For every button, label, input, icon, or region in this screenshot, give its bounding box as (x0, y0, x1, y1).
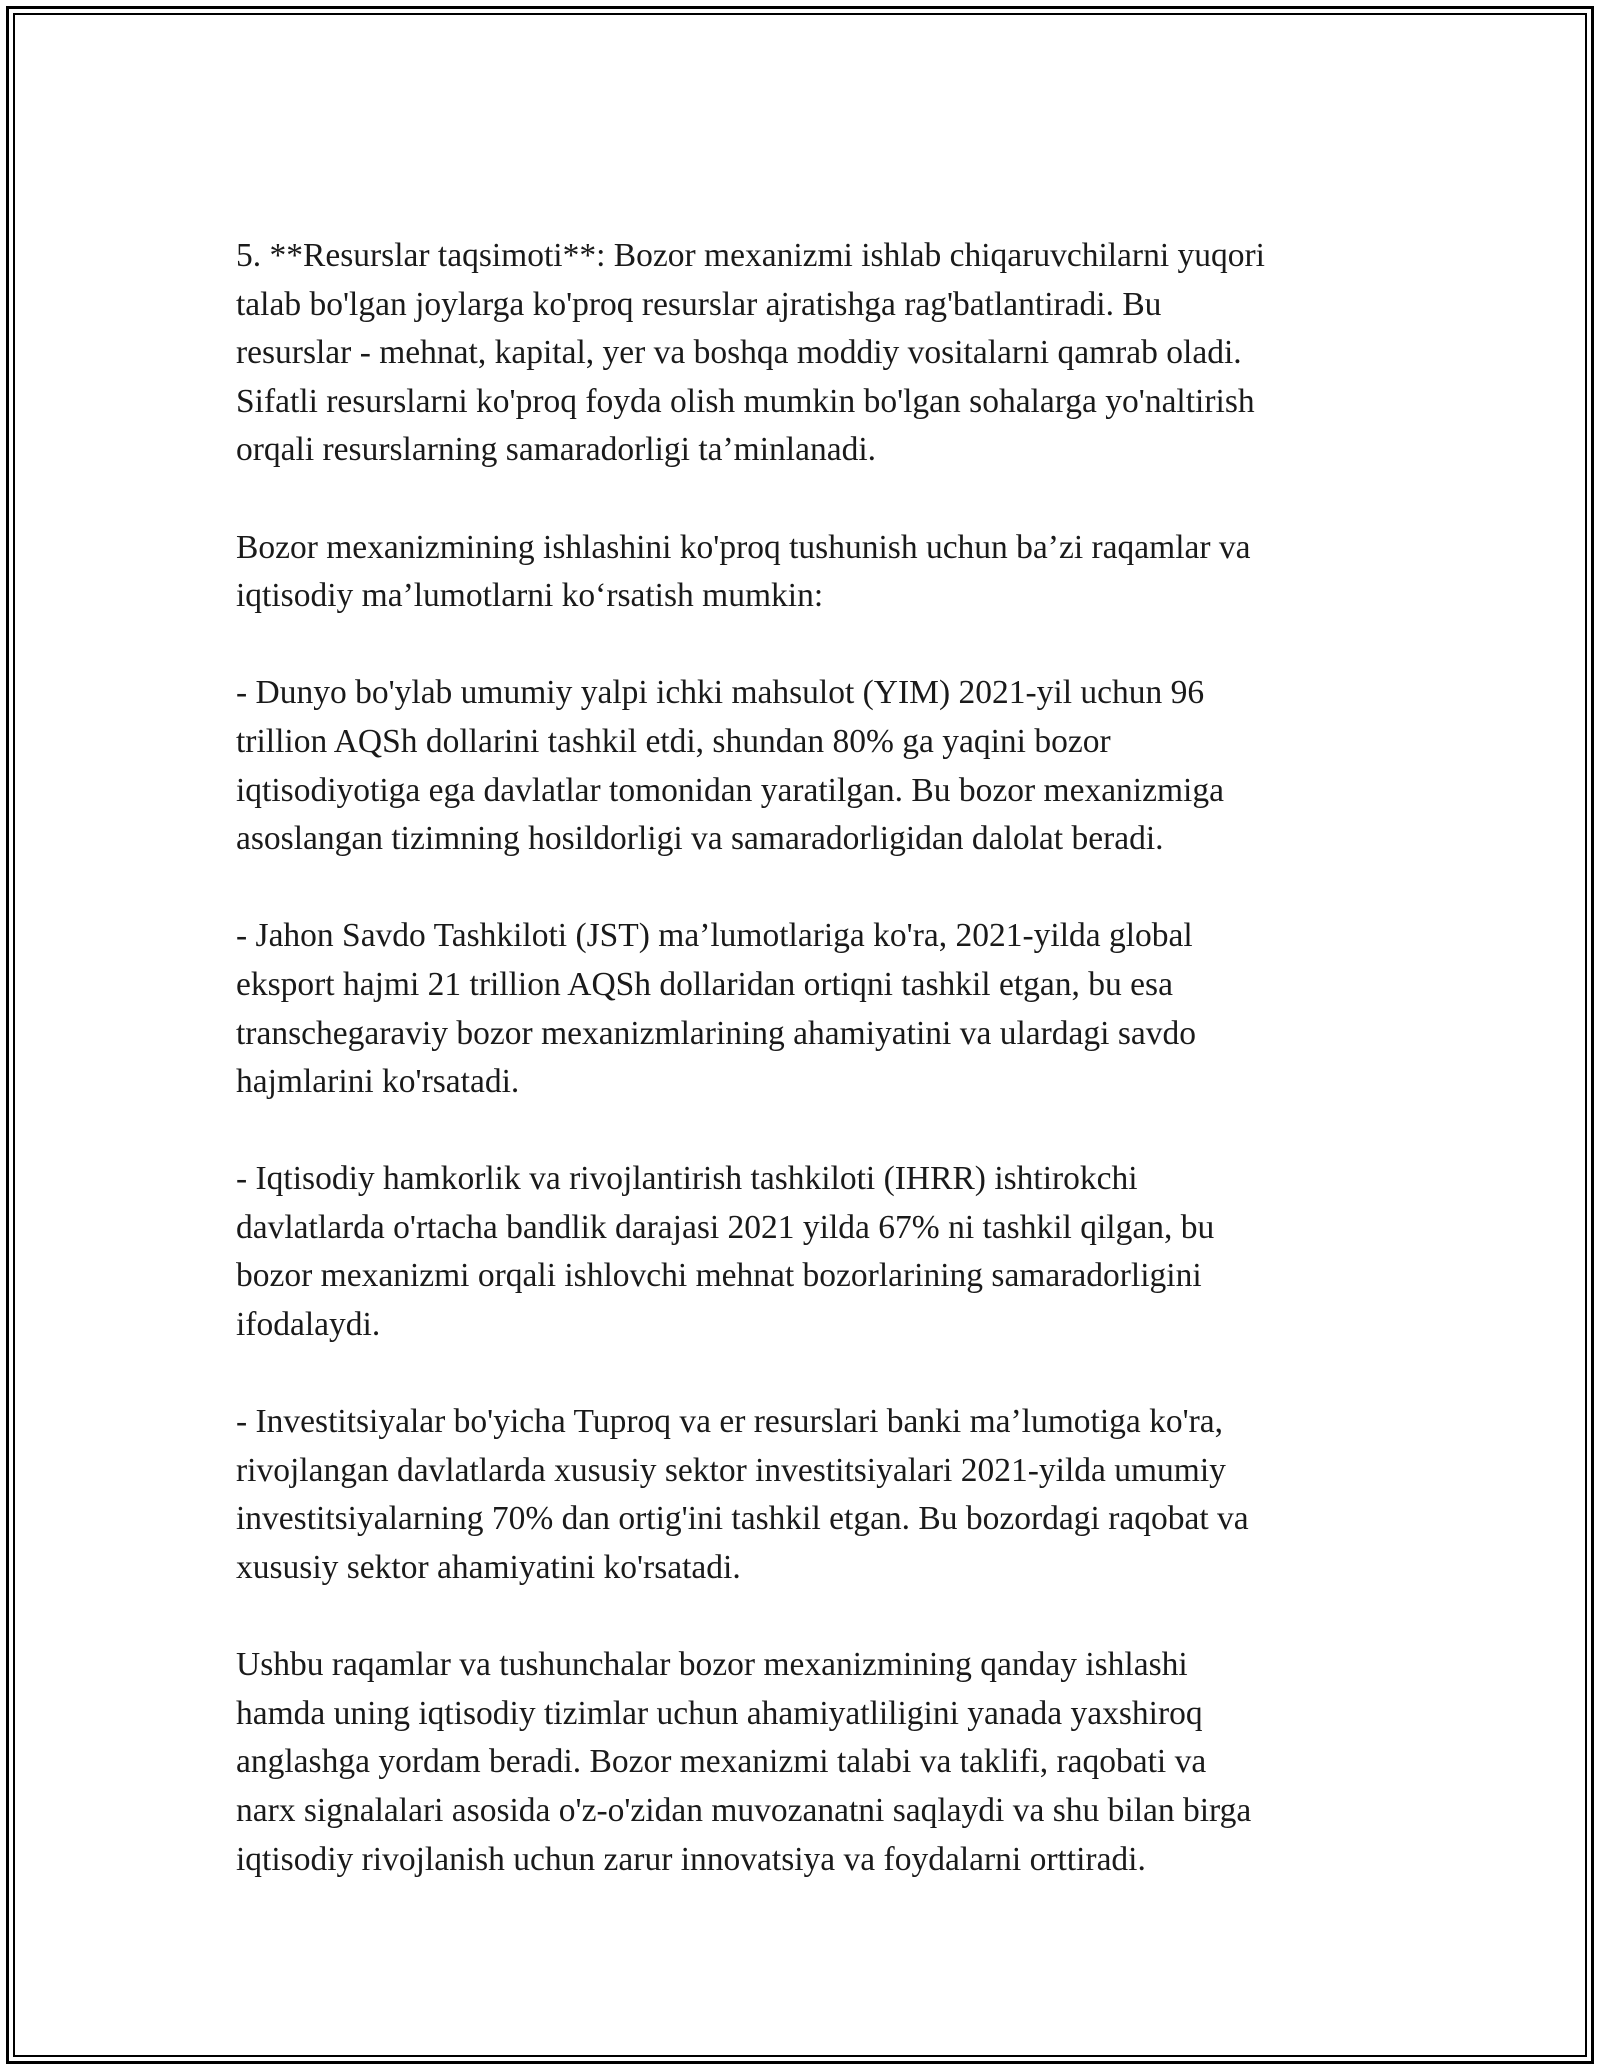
text-line: iqtisodiyotiga ega davlatlar tomonidan yaratilgan. Bu bozor mexanizmiga (236, 771, 1224, 809)
text-line: trillion AQSh dollarini tashkil etdi, shundan 80% ga yaqini bozor (236, 722, 1111, 760)
paragraph-intro-figures (236, 524, 1376, 621)
text-line: anglashga yordam beradi. Bozor mexanizmi talabi va taklifi, raqobati va (236, 1743, 1207, 1781)
paragraph-investment-item (236, 1398, 1376, 1592)
text-line: talab bo'lgan joylarga ko'proq resurslar ajratishga rag'batlantiradi. Bu (236, 285, 1162, 323)
text-line: - Iqtisodiy hamkorlik va rivojlantirish tashkiloti (IHRR) ishtirokchi (236, 1160, 1138, 1198)
text-line: transchegaraviy bozor mexanizmlarining ahamiyatini va ulardagi savdo (236, 1014, 1196, 1052)
text-line: - Investitsiyalar bo'yicha Tuproq va er resurslari banki ma’lumotiga ko'ra, (236, 1403, 1224, 1441)
text-line: - Jahon Savdo Tashkiloti (JST) ma’lumotlariga ko'ra, 2021-yilda global (236, 917, 1193, 955)
text-line: Sifatli resurslarni ko'proq foyda olish mumkin bo'lgan sohalarga yo'naltirish (236, 382, 1255, 420)
text-line: davlatlarda o'rtacha bandlik darajasi 2021 yilda 67% ni tashkil qilgan, bu (236, 1208, 1215, 1246)
text-line: iqtisodiy rivojlanish uchun zarur innovatsiya va foydalarni orttiradi. (236, 1840, 1146, 1878)
text-line: bozor mexanizmi orqali ishlovchi mehnat bozorlarining samaradorligini (236, 1257, 1202, 1295)
text-line: eksport hajmi 21 trillion AQSh dollaridan ortiqni tashkil etgan, bu esa (236, 965, 1173, 1003)
text-line: narx signalalari asosida o'z-o'zidan muvozanatni saqlaydi va shu bilan birga (236, 1792, 1252, 1829)
text-line: Bozor mexanizmining ishlashini ko'proq tushunish uchun ba’zi raqamlar va (236, 528, 1251, 566)
text-line: investitsiyalarning 70% dan ortig'ini tashkil etgan. Bu bozordagi raqobat va (236, 1500, 1249, 1538)
text-line: hajmlarini ko'rsatadi. (236, 1063, 520, 1101)
text-line: rivojlangan davlatlarda xususiy sektor investitsiyalari 2021-yilda umumiy (236, 1451, 1226, 1489)
text-line: iqtisodiy ma’lumotlarni ko‘rsatish mumkin: (236, 577, 824, 615)
text-line: Ushbu raqamlar va tushunchalar bozor mexanizmining qanday ishlashi (236, 1646, 1188, 1684)
paragraph-wto-item (236, 912, 1376, 1106)
document-body (236, 232, 1376, 1884)
text-line: ifodalaydi. (236, 1306, 381, 1344)
text-line: 5. **Resurslar taqsimoti**: Bozor mexanizmi ishlab chiqaruvchilarni yuqori (236, 237, 1265, 274)
text-line: xususiy sektor ahamiyatini ko'rsatadi. (236, 1549, 741, 1587)
text-line: resurslar - mehnat, kapital, yer va boshqa moddiy vositalarni qamrab oladi. (236, 334, 1242, 372)
text-line: - Dunyo bo'ylab umumiy yalpi ichki mahsulot (YIM) 2021-yil uchun 96 (236, 674, 1205, 712)
text-line: asoslangan tizimning hosildorligi va samaradorligidan dalolat beradi. (236, 820, 1164, 858)
paragraph-resource-allocation (236, 232, 1376, 475)
paragraph-gdp-item (236, 669, 1376, 863)
paragraph-oecd-item (236, 1155, 1376, 1349)
paragraph-conclusion (236, 1641, 1376, 1884)
text-line: hamda uning iqtisodiy tizimlar uchun ahamiyatliligini yanada yaxshiroq (236, 1694, 1203, 1732)
text-line: orqali resurslarning samaradorligi ta’minlanadi. (236, 431, 877, 469)
